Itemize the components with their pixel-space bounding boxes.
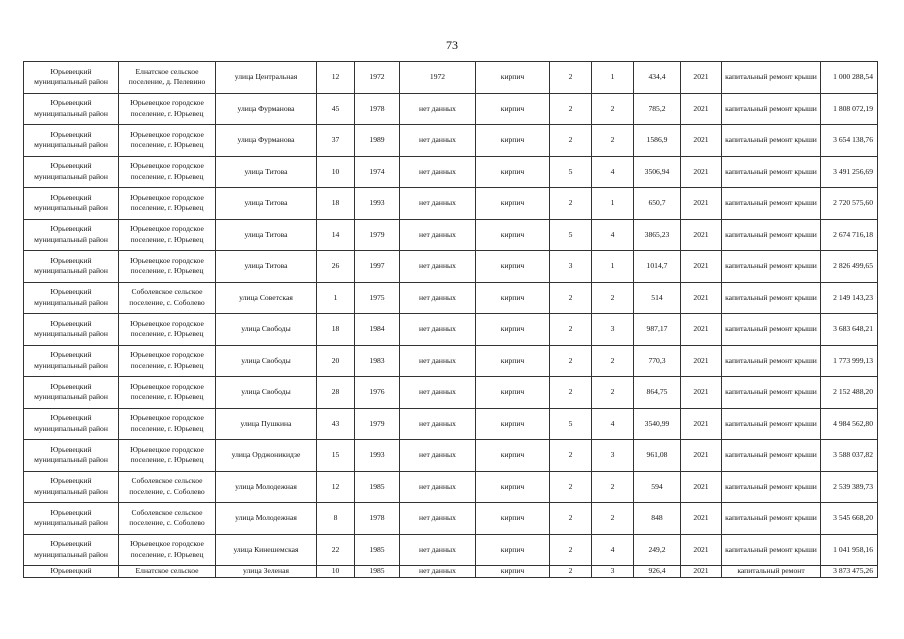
cell-settlement: Юрьевецкое городское поселение, г. Юрьевец — [119, 345, 216, 377]
table-row — [24, 219, 878, 251]
cell-entrances: 4 — [592, 408, 634, 440]
cell-entrances: 4 — [592, 534, 634, 566]
cell-reconstruction-year: нет данных — [400, 471, 476, 503]
cell-build-year: 1997 — [355, 251, 400, 283]
cell-settlement: Юрьевецкое городское поселение, г. Юрьевец — [119, 156, 216, 188]
cell-repair-type: капитальный ремонт крыши — [722, 93, 821, 125]
cell-repair-type: капитальный ремонт крыши — [722, 503, 821, 535]
cell-entrances: 2 — [592, 345, 634, 377]
cell-street: улица Молодежная — [216, 471, 317, 503]
cell-wall-material: кирпич — [476, 156, 550, 188]
cell-wall-material: кирпич — [476, 471, 550, 503]
cell-repair-type: капитальный ремонт крыши — [722, 219, 821, 251]
cell-cost: 3 873 475,26 — [821, 566, 878, 578]
cell-house-number: 15 — [317, 440, 355, 472]
cell-build-year: 1976 — [355, 377, 400, 409]
cell-repair-year: 2021 — [681, 62, 722, 94]
cell-house-number: 8 — [317, 503, 355, 535]
cell-settlement: Соболевское сельское поселение, с. Соболево — [119, 503, 216, 535]
cell-entrances: 2 — [592, 377, 634, 409]
cell-floors: 2 — [550, 314, 592, 346]
cell-repair-type: капитальный ремонт крыши — [722, 125, 821, 157]
cell-settlement: Юрьевецкое городское поселение, г. Юрьевец — [119, 534, 216, 566]
cell-build-year: 1993 — [355, 188, 400, 220]
cell-house-number: 22 — [317, 534, 355, 566]
cell-house-number: 12 — [317, 62, 355, 94]
cell-repair-year: 2021 — [681, 314, 722, 346]
cell-area: 1014,7 — [634, 251, 681, 283]
cell-entrances: 3 — [592, 566, 634, 578]
cell-entrances: 2 — [592, 503, 634, 535]
cell-street: улица Кинешемская — [216, 534, 317, 566]
cell-district: Юрьевецкий — [24, 566, 119, 578]
table-row — [24, 188, 878, 220]
cell-district: Юрьевецкий муниципальный район — [24, 534, 119, 566]
cell-floors: 2 — [550, 566, 592, 578]
cell-floors: 2 — [550, 188, 592, 220]
cell-floors: 2 — [550, 377, 592, 409]
cell-wall-material: кирпич — [476, 408, 550, 440]
cell-street: улица Свободы — [216, 314, 317, 346]
cell-cost: 2 826 499,65 — [821, 251, 878, 283]
cell-cost: 2 152 488,20 — [821, 377, 878, 409]
cell-cost: 3 491 256,69 — [821, 156, 878, 188]
cell-build-year: 1984 — [355, 314, 400, 346]
cell-repair-year: 2021 — [681, 345, 722, 377]
cell-repair-year: 2021 — [681, 377, 722, 409]
cell-area: 961,08 — [634, 440, 681, 472]
cell-street: улица Пушкина — [216, 408, 317, 440]
cell-area: 249,2 — [634, 534, 681, 566]
cell-repair-type: капитальный ремонт крыши — [722, 534, 821, 566]
cell-wall-material: кирпич — [476, 188, 550, 220]
cell-area: 926,4 — [634, 566, 681, 578]
cell-reconstruction-year: нет данных — [400, 408, 476, 440]
cell-settlement: Юрьевецкое городское поселение, г. Юрьевец — [119, 408, 216, 440]
cell-build-year: 1983 — [355, 345, 400, 377]
cell-district: Юрьевецкий муниципальный район — [24, 282, 119, 314]
cell-street: улица Титова — [216, 188, 317, 220]
cell-street: улица Титова — [216, 156, 317, 188]
cell-area: 594 — [634, 471, 681, 503]
cell-reconstruction-year: нет данных — [400, 566, 476, 578]
cell-street: улица Орджоникидзе — [216, 440, 317, 472]
cell-repair-type: капитальный ремонт крыши — [722, 471, 821, 503]
cell-cost: 1 773 999,13 — [821, 345, 878, 377]
cell-wall-material: кирпич — [476, 566, 550, 578]
cell-build-year: 1979 — [355, 408, 400, 440]
cell-reconstruction-year: 1972 — [400, 62, 476, 94]
cell-repair-year: 2021 — [681, 125, 722, 157]
cell-repair-year: 2021 — [681, 93, 722, 125]
cell-repair-type: капитальный ремонт крыши — [722, 282, 821, 314]
cell-settlement: Соболевское сельское поселение, с. Соболево — [119, 282, 216, 314]
cell-repair-year: 2021 — [681, 440, 722, 472]
cell-repair-type: капитальный ремонт крыши — [722, 408, 821, 440]
cell-district: Юрьевецкий муниципальный район — [24, 251, 119, 283]
table-row — [24, 503, 878, 535]
cell-house-number: 20 — [317, 345, 355, 377]
cell-reconstruction-year: нет данных — [400, 251, 476, 283]
cell-settlement: Елнатское сельское — [119, 566, 216, 578]
cell-reconstruction-year: нет данных — [400, 503, 476, 535]
cell-reconstruction-year: нет данных — [400, 314, 476, 346]
cell-wall-material: кирпич — [476, 440, 550, 472]
cell-area: 987,17 — [634, 314, 681, 346]
cell-floors: 2 — [550, 534, 592, 566]
cell-cost: 2 539 389,73 — [821, 471, 878, 503]
cell-reconstruction-year: нет данных — [400, 93, 476, 125]
cell-reconstruction-year: нет данных — [400, 534, 476, 566]
cell-floors: 5 — [550, 408, 592, 440]
cell-house-number: 45 — [317, 93, 355, 125]
cell-reconstruction-year: нет данных — [400, 156, 476, 188]
cell-street: улица Фурманова — [216, 125, 317, 157]
cell-repair-type: капитальный ремонт крыши — [722, 156, 821, 188]
cell-district: Юрьевецкий муниципальный район — [24, 156, 119, 188]
cell-cost: 3 588 037,82 — [821, 440, 878, 472]
cell-entrances: 1 — [592, 62, 634, 94]
cell-build-year: 1972 — [355, 62, 400, 94]
cell-settlement: Юрьевецкое городское поселение, г. Юрьевец — [119, 219, 216, 251]
cell-wall-material: кирпич — [476, 314, 550, 346]
cell-wall-material: кирпич — [476, 219, 550, 251]
cell-district: Юрьевецкий муниципальный район — [24, 62, 119, 94]
cell-area: 650,7 — [634, 188, 681, 220]
cell-entrances: 4 — [592, 219, 634, 251]
cell-district: Юрьевецкий муниципальный район — [24, 219, 119, 251]
cell-repair-type: капитальный ремонт крыши — [722, 62, 821, 94]
cell-repair-type: капитальный ремонт — [722, 566, 821, 578]
cell-repair-type: капитальный ремонт крыши — [722, 188, 821, 220]
cell-cost: 1 000 288,54 — [821, 62, 878, 94]
cell-house-number: 14 — [317, 219, 355, 251]
cell-settlement: Юрьевецкое городское поселение, г. Юрьевец — [119, 125, 216, 157]
cell-build-year: 1985 — [355, 566, 400, 578]
table-row — [24, 440, 878, 472]
cell-build-year: 1979 — [355, 219, 400, 251]
cell-cost: 2 149 143,23 — [821, 282, 878, 314]
cell-district: Юрьевецкий муниципальный район — [24, 471, 119, 503]
cell-cost: 3 683 648,21 — [821, 314, 878, 346]
cell-build-year: 1985 — [355, 534, 400, 566]
cell-build-year: 1975 — [355, 282, 400, 314]
cell-cost: 3 654 138,76 — [821, 125, 878, 157]
cell-reconstruction-year: нет данных — [400, 219, 476, 251]
cell-area: 770,3 — [634, 345, 681, 377]
cell-floors: 2 — [550, 62, 592, 94]
cell-repair-type: капитальный ремонт крыши — [722, 314, 821, 346]
cell-street: улица Титова — [216, 219, 317, 251]
cell-district: Юрьевецкий муниципальный район — [24, 314, 119, 346]
cell-area: 3506,94 — [634, 156, 681, 188]
cell-repair-year: 2021 — [681, 219, 722, 251]
table-row — [24, 125, 878, 157]
cell-settlement: Юрьевецкое городское поселение, г. Юрьевец — [119, 251, 216, 283]
cell-wall-material: кирпич — [476, 282, 550, 314]
cell-district: Юрьевецкий муниципальный район — [24, 377, 119, 409]
cell-reconstruction-year: нет данных — [400, 282, 476, 314]
table-row — [24, 156, 878, 188]
cell-reconstruction-year: нет данных — [400, 345, 476, 377]
cell-wall-material: кирпич — [476, 125, 550, 157]
cell-cost: 2 674 716,18 — [821, 219, 878, 251]
cell-wall-material: кирпич — [476, 345, 550, 377]
cell-wall-material: кирпич — [476, 377, 550, 409]
cell-wall-material: кирпич — [476, 503, 550, 535]
cell-repair-year: 2021 — [681, 471, 722, 503]
cell-repair-year: 2021 — [681, 251, 722, 283]
cell-street: улица Советская — [216, 282, 317, 314]
cell-area: 1586,9 — [634, 125, 681, 157]
cell-area: 434,4 — [634, 62, 681, 94]
cell-cost: 2 720 575,60 — [821, 188, 878, 220]
cell-settlement: Юрьевецкое городское поселение, г. Юрьевец — [119, 93, 216, 125]
cell-repair-type: капитальный ремонт крыши — [722, 345, 821, 377]
cell-settlement: Елнатское сельское поселение, д. Пелевино — [119, 62, 216, 94]
cell-entrances: 2 — [592, 93, 634, 125]
cell-entrances: 1 — [592, 251, 634, 283]
cell-wall-material: кирпич — [476, 251, 550, 283]
cell-area: 785,2 — [634, 93, 681, 125]
cell-entrances: 1 — [592, 188, 634, 220]
cell-settlement: Юрьевецкое городское поселение, г. Юрьевец — [119, 314, 216, 346]
table-row — [24, 566, 878, 578]
cell-repair-type: капитальный ремонт крыши — [722, 377, 821, 409]
cell-district: Юрьевецкий муниципальный район — [24, 440, 119, 472]
table-row — [24, 377, 878, 409]
cell-build-year: 1978 — [355, 93, 400, 125]
table-row — [24, 471, 878, 503]
cell-district: Юрьевецкий муниципальный район — [24, 93, 119, 125]
cell-repair-type: капитальный ремонт крыши — [722, 440, 821, 472]
table-row — [24, 93, 878, 125]
cell-district: Юрьевецкий муниципальный район — [24, 125, 119, 157]
cell-entrances: 2 — [592, 471, 634, 503]
cell-entrances: 3 — [592, 440, 634, 472]
cell-area: 848 — [634, 503, 681, 535]
cell-district: Юрьевецкий муниципальный район — [24, 345, 119, 377]
cell-repair-year: 2021 — [681, 566, 722, 578]
cell-street: улица Свободы — [216, 377, 317, 409]
cell-street: улица Молодежная — [216, 503, 317, 535]
cell-street: улица Фурманова — [216, 93, 317, 125]
cell-house-number: 28 — [317, 377, 355, 409]
cell-street: улица Зеленая — [216, 566, 317, 578]
cell-floors: 2 — [550, 93, 592, 125]
cell-house-number: 37 — [317, 125, 355, 157]
cell-repair-year: 2021 — [681, 503, 722, 535]
cell-repair-year: 2021 — [681, 534, 722, 566]
cell-floors: 5 — [550, 219, 592, 251]
cell-wall-material: кирпич — [476, 534, 550, 566]
page-number: 73 — [446, 38, 458, 52]
cell-entrances: 4 — [592, 156, 634, 188]
cell-street: улица Титова — [216, 251, 317, 283]
cell-build-year: 1978 — [355, 503, 400, 535]
cell-area: 3540,99 — [634, 408, 681, 440]
cell-cost: 4 984 562,80 — [821, 408, 878, 440]
cell-area: 514 — [634, 282, 681, 314]
cell-district: Юрьевецкий муниципальный район — [24, 408, 119, 440]
cell-district: Юрьевецкий муниципальный район — [24, 503, 119, 535]
cell-house-number: 1 — [317, 282, 355, 314]
table-row — [24, 251, 878, 283]
cell-entrances: 2 — [592, 125, 634, 157]
cell-floors: 2 — [550, 503, 592, 535]
cell-area: 3865,23 — [634, 219, 681, 251]
cell-settlement: Юрьевецкое городское поселение, г. Юрьевец — [119, 377, 216, 409]
table-row — [24, 345, 878, 377]
cell-floors: 2 — [550, 282, 592, 314]
cell-floors: 5 — [550, 156, 592, 188]
cell-house-number: 10 — [317, 156, 355, 188]
table-row — [24, 534, 878, 566]
cell-settlement: Юрьевецкое городское поселение, г. Юрьевец — [119, 188, 216, 220]
cell-settlement: Юрьевецкое городское поселение, г. Юрьевец — [119, 440, 216, 472]
cell-reconstruction-year: нет данных — [400, 188, 476, 220]
cell-entrances: 3 — [592, 314, 634, 346]
housing-repair-table — [23, 61, 878, 578]
cell-house-number: 12 — [317, 471, 355, 503]
table-row — [24, 62, 878, 94]
cell-repair-year: 2021 — [681, 282, 722, 314]
cell-repair-year: 2021 — [681, 156, 722, 188]
cell-floors: 2 — [550, 471, 592, 503]
cell-reconstruction-year: нет данных — [400, 125, 476, 157]
cell-house-number: 26 — [317, 251, 355, 283]
cell-street: улица Центральная — [216, 62, 317, 94]
cell-floors: 3 — [550, 251, 592, 283]
cell-floors: 2 — [550, 440, 592, 472]
cell-wall-material: кирпич — [476, 93, 550, 125]
cell-house-number: 18 — [317, 188, 355, 220]
cell-repair-year: 2021 — [681, 408, 722, 440]
cell-house-number: 43 — [317, 408, 355, 440]
cell-wall-material: кирпич — [476, 62, 550, 94]
table-row — [24, 314, 878, 346]
cell-build-year: 1974 — [355, 156, 400, 188]
cell-floors: 2 — [550, 125, 592, 157]
cell-reconstruction-year: нет данных — [400, 440, 476, 472]
cell-repair-type: капитальный ремонт крыши — [722, 251, 821, 283]
cell-street: улица Свободы — [216, 345, 317, 377]
cell-cost: 1 808 072,19 — [821, 93, 878, 125]
cell-house-number: 18 — [317, 314, 355, 346]
table-row — [24, 282, 878, 314]
cell-area: 864,75 — [634, 377, 681, 409]
cell-build-year: 1985 — [355, 471, 400, 503]
cell-cost: 1 041 958,16 — [821, 534, 878, 566]
cell-floors: 2 — [550, 345, 592, 377]
cell-build-year: 1993 — [355, 440, 400, 472]
cell-entrances: 2 — [592, 282, 634, 314]
cell-cost: 3 545 668,20 — [821, 503, 878, 535]
cell-district: Юрьевецкий муниципальный район — [24, 188, 119, 220]
cell-build-year: 1989 — [355, 125, 400, 157]
cell-reconstruction-year: нет данных — [400, 377, 476, 409]
cell-settlement: Соболевское сельское поселение, с. Соболево — [119, 471, 216, 503]
cell-house-number: 10 — [317, 566, 355, 578]
table-row — [24, 408, 878, 440]
cell-repair-year: 2021 — [681, 188, 722, 220]
